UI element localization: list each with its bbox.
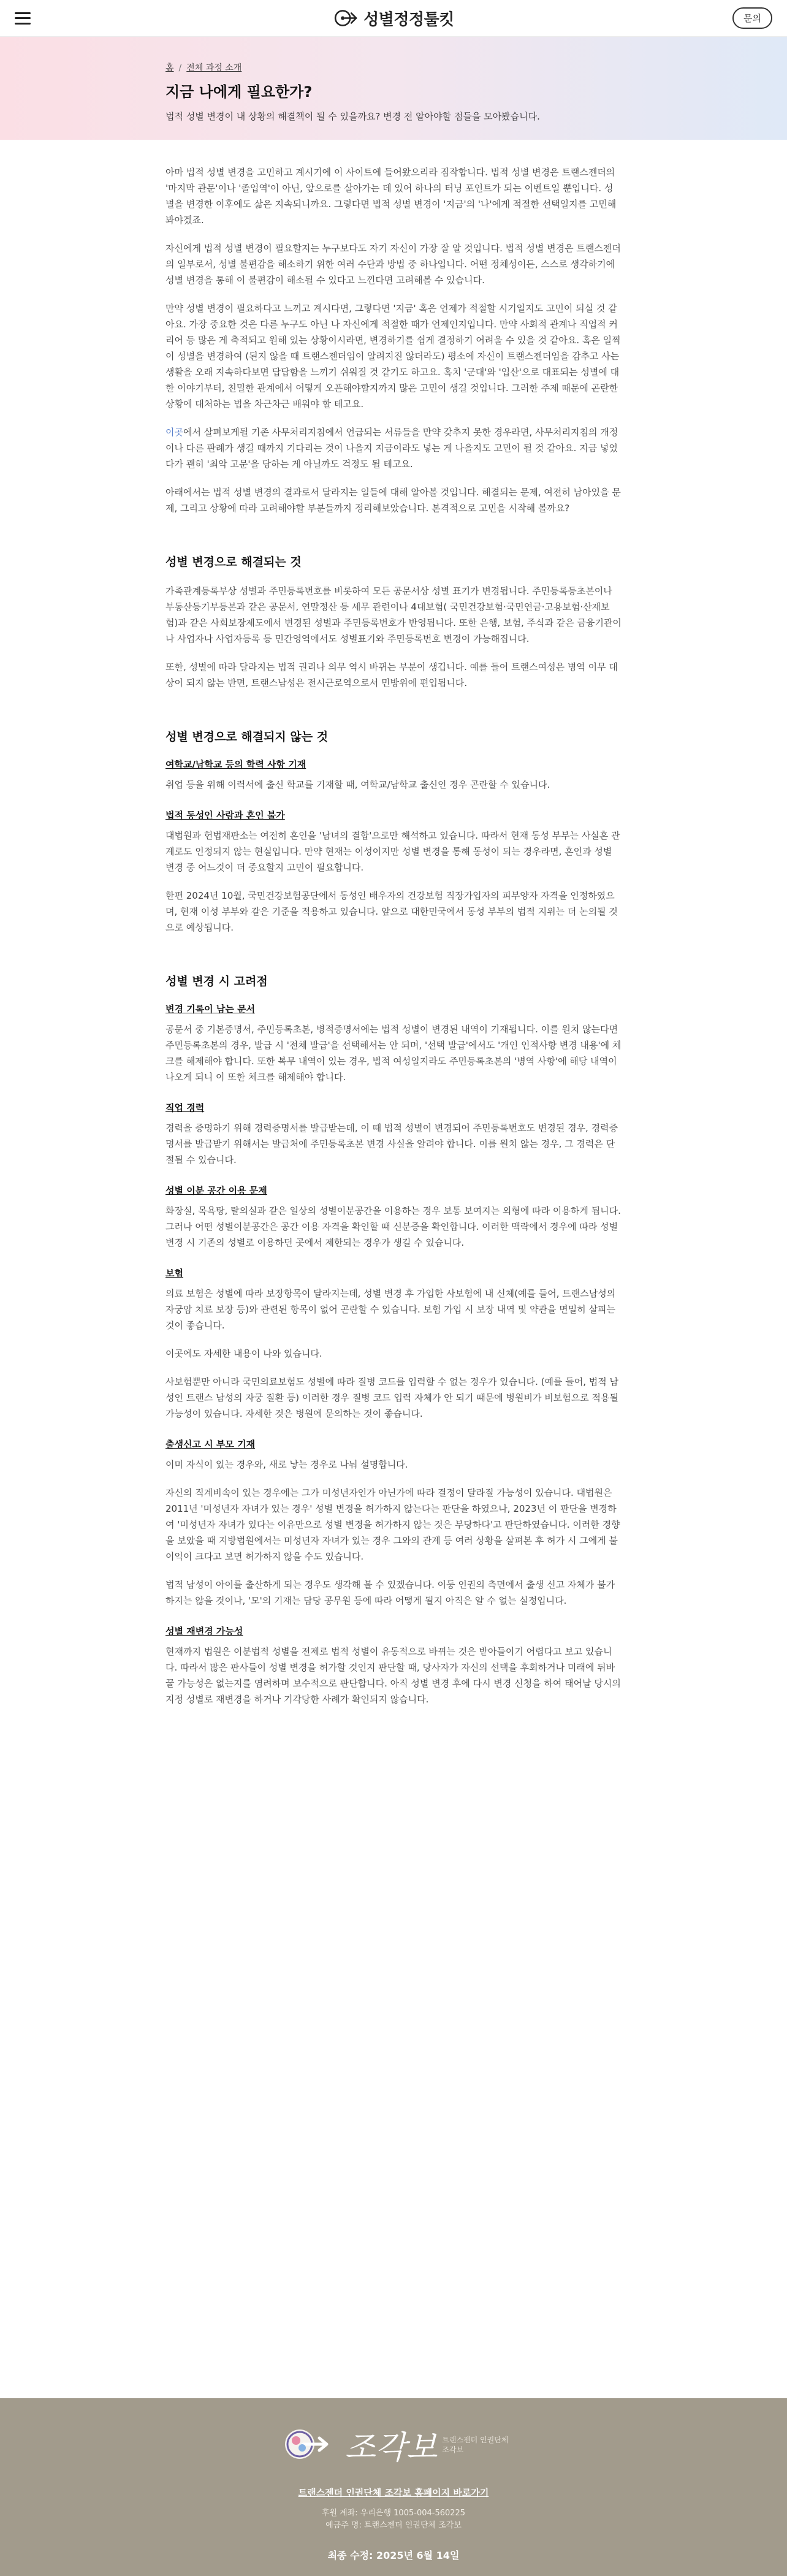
hamburger-menu-icon[interactable] <box>15 12 31 25</box>
intro-paragraph-text: 에서 살펴보게될 기존 사무처리지침에서 언급되는 서류들을 만약 갖추지 못한 경우라면, 사무처리지침의 개정이나 다른 판례가 생길 때까지 기다리는 것이 나을지 지금이라도 넣는 게 나을지도 고민이 될 것 같아요. 지금 넣었다가 괜히 '최악 고문'을 당하는 게 아닐까도 걱정도 될 테고요. <box>165 427 618 470</box>
subsection-paragraph: 한편 2024년 10월, 국민건강보험공단에서 동성인 배우자의 건강보험 직장가입자의 피부양자 자격을 인정하였으며, 현재 이성 부부와 같은 기준을 적용하고 있습니다. 앞으로 대한민국에서 동성 부부의 법적 지위는 더 논의될 것으로 예상됩니다. <box>165 890 618 933</box>
main-content <box>0 140 787 1707</box>
intro-paragraph: 만약 성별 변경이 필요하다고 느끼고 계시다면, 그렇다면 '지금' 혹은 언제가 적절할 시기일지도 고민이 되실 것 같아요. 가장 중요한 것은 다른 누구도 아닌 나 자신에게 적절한 때가 언제인지입니다. 만약 사회적 관계나 직업적 커리어 등 많은 게 축적되고 원해 있는 상황이시라면, 변경하기를 쉽게 결정하기 어려울 수 있을 것 같아요. 혹은 일찍이 성별을 변경하여 (된지 않을 때 트랜스젠더임이 알려지진 않더라도) 평소에 자신이 트랜스젠더임을 감추고 사는 생활을 오래 지속하다보면 답답함을 느끼기 쉬워질 것 같기도 하고요. 혹치 '군대'와 '입산'으로 대표되는 성별에 대한 이야기부터, 친밀한 관계에서 어떻게 오픈해야할지까지 많은 고민이 생길 것입니다. 그러한 주제 때문에 곤란한 상황에 대처하는 법을 차근차근 배워야 할 테고요. <box>165 303 621 410</box>
donation-info <box>0 2507 787 2532</box>
subsection-title: 출생신고 시 부모 기재 <box>165 1439 256 1450</box>
subsection-paragraph: 화장실, 목욕탕, 탈의실과 같은 일상의 성별이분공간을 이용하는 경우 보통 보여지는 외형에 따라 이용하게 됩니다. 그러나 어떤 성별이분공간은 공간 이용 자격을 확인할 때 신분증을 확인합니다. 이러한 맥락에서 경우에 따라 성별 변경 시 기존의 성별로 이용하던 곳에서 제한되는 경우가 생길 수 있습니다. <box>165 1205 621 1248</box>
subsection-title: 여학교/남학교 등의 학력 사항 기재 <box>165 759 306 770</box>
subsection-paragraph: 이미 자식이 있는 경우와, 새로 낳는 경우로 나눠 설명합니다. <box>165 1459 408 1470</box>
intro-paragraph: 자신에게 법적 성별 변경이 필요할지는 누구보다도 자기 자신이 가장 잘 알 것입니다. 법적 성별 변경은 트랜스젠더의 일부로서, 성별 불편감을 해소하기 위한 여러 수단과 방법 중 하나입니다. 어떤 정체성이든, 스스로 생각하기에 성별 변경을 통해 이 불편감이 해소될 수 있다고 느낀다면 고려해볼 수 있습니다. <box>165 243 621 286</box>
toolkit-logo-icon <box>279 2422 332 2467</box>
subsection-paragraph: 경력을 증명하기 위해 경력증명서를 발급받는데, 이 때 법적 성별이 변경되어 주민등록번호도 변경된 경우, 경력증명서를 발급받기 위해서는 발급처에 주민등록초본 변경 사실을 알려야 합니다. 이를 원치 않는 경우, 그 경력은 단절될 수 있습니다. <box>165 1122 618 1165</box>
section-paragraph: 또한, 성별에 따라 달라지는 법적 권리나 의무 역시 바뀌는 부분이 생깁니다. 예를 들어 트랜스여성은 병역 이무 대상이 되지 않는 반면, 트랜스남성은 전시근로역으로서 민방위에 편입됩니다. <box>165 661 618 688</box>
section-title: 성별 변경으로 해결되지 않는 것 <box>165 730 329 744</box>
subsection-title: 보험 <box>165 1268 183 1279</box>
subsection-paragraph: 사보험뿐만 아니라 국민의료보험도 성별에 따라 질병 코드를 입력할 수 없는 경우가 있습니다. (예를 들어, 법적 남성인 트랜스 남성의 자궁 질환 등) 이러한 경우 질병 코드 입력 자체가 안 되기 때문에 병원비가 비보험으로 적용될 가능성이 있습니다. 자세한 것은 병원에 문의하는 것이 좋습니다. <box>165 1376 618 1419</box>
intro-paragraph: 아마 법적 성별 변경을 고민하고 계시기에 이 사이트에 들어왔으리라 짐작합니다. 법적 성별 변경은 트랜스젠더의 '마지막 관문'이나 '졸업역'이 아닌, 앞으로를 살아가는 데 있어 하나의 터닝 포인트가 되는 이벤트일 뿐입니다. 성별을 변경한 이후에도 삶은 지속되니까요. 그렇다면 법적 성별 변경이 '지금'의 '나'에게 적절한 선택일지를 고민해봐야겠죠. <box>165 167 617 226</box>
footer-logos <box>0 2422 787 2467</box>
donation-account-holder: 예금주 명: 트랜스젠더 인권단체 조각보 <box>325 2521 462 2530</box>
subsection-paragraph: 의료 보험은 성별에 따라 보장항목이 달라지는데, 성별 변경 후 가입한 사보험에 내 신체(예를 들어, 트랜스남성의 자궁암 치료 보장 등)와 관련된 항목이 없어 곤란할 수 있습니다. 보험 가입 시 보장 내역 및 약관을 면밀히 살피는 것이 좋습니다. <box>165 1288 616 1331</box>
section-title: 성별 변경 시 고려점 <box>165 975 268 988</box>
subsection-paragraph: 취업 등을 위해 이력서에 출신 학교를 기재할 때, 여학교/남학교 출신인 경우 곤란할 수 있습니다. <box>165 779 550 790</box>
subsection-title: 직업 경력 <box>165 1102 205 1113</box>
intro-paragraph <box>165 424 622 472</box>
partner-tagline-line: 조각보 <box>442 2445 464 2454</box>
intro-section <box>165 164 622 516</box>
breadcrumb-overview-link[interactable]: 전체 과정 소개 <box>186 63 242 73</box>
site-footer <box>0 2398 787 2576</box>
breadcrumb <box>165 61 622 74</box>
section-title: 성별 변경으로 해결되는 것 <box>165 555 302 569</box>
guideline-link[interactable]: 이곳 <box>165 427 183 438</box>
page-subtitle: 법적 성별 변경이 내 상황의 해결책이 될 수 있을까요? 변경 전 알아야할 점들을 모아봤습니다. <box>165 111 540 122</box>
site-name: 성별정정툴킷 <box>363 10 454 29</box>
section-paragraph: 가족관계등록부상 성별과 주민등록번호를 비롯하여 모든 공문서상 성별 표기가 변경됩니다. 주민등록등초본이나 부동산등기부등본과 같은 공문서, 연말정산 등 세무 관련이나 4대보험( 국민건강보험·국민연금·고용보험·산재보험)과 같은 사회보장제도에서 변경된 성별과 주민등록번호가 반영됩니다. 또한 은행, 보험, 주식과 같은 금융기관이나 사업자나 사업자등록 등 민간영역에서도 성별표기와 주민등록번호 변경이 가능해집니다. <box>165 585 622 644</box>
section-considerations <box>165 972 622 1707</box>
subsection-paragraph: 현재까지 법원은 이분법적 성별을 전제로 법적 성별이 유동적으로 바뀌는 것은 받아들이기 어렵다고 보고 있습니다. 따라서 많은 판사들이 성별 변경을 허가할 것인지 판단할 때, 당사자가 자신의 선택을 후회하거나 미래에 뒤바꿀 가능성은 없는지를 염려하며 보수적으로 판단합니다. 아직 성별 변경 후에 다시 변경 신청을 하여 태어날 당시의 지정 성별로 재변경을 하거나 기각당한 사례가 확인되지 않습니다. <box>165 1646 621 1705</box>
subsection-title: 성별 재변경 가능성 <box>165 1626 243 1637</box>
subsection-paragraph: 대법원과 헌법재판소는 여전히 혼인을 '남녀의 결합'으로만 해석하고 있습니다. 따라서 현재 동성 부부는 사실혼 관계로도 인정되지 않는 현실입니다. 만약 현재는 이성이지만 성별 변경을 통해 동성이 되는 경우라면, 혼인과 성별 변경 중 어느것이 더 중요할지 고민이 필요합니다. <box>165 830 620 873</box>
subsection-title: 성별 이분 공간 이용 문제 <box>165 1185 267 1196</box>
partner-logo <box>345 2422 509 2467</box>
subsection-paragraph: 법적 남성이 아이를 출산하게 되는 경우도 생각해 볼 수 있겠습니다. 이둥 인권의 측면에서 출생 신고 자체가 불가하지는 않을 것이나, '모'의 기재는 담당 공무원 등에 따라 어떻게 될지 아직은 알 수 없는 실정입니다. <box>165 1579 615 1606</box>
intro-paragraph: 아래에서는 법적 성별 변경의 결과로서 달라지는 일들에 대해 알아볼 것입니다. 해결되는 문제, 여전히 남아있을 문제, 그리고 상황에 따라 고려해야할 부분들까지 정리해보았습니다. 본격적으로 고민을 시작해 볼까요? <box>165 487 621 514</box>
site-brand[interactable] <box>333 7 454 29</box>
partner-tagline-line: 트랜스젠더 인권단체 <box>442 2435 509 2444</box>
section-unsolved <box>165 728 622 936</box>
partner-homepage-link[interactable]: 트랜스젠더 인권단체 조각보 홈페이지 바로가기 <box>298 2487 489 2498</box>
page-title: 지금 나에게 필요한가? <box>165 83 313 101</box>
subsection-title: 변경 기록이 남는 문서 <box>165 1004 256 1015</box>
partner-logo-mark: 조각보 <box>344 2429 438 2466</box>
breadcrumb-home-link[interactable]: 홈 <box>165 63 174 73</box>
subsection-title: 법적 동성인 사람과 혼인 불가 <box>165 810 285 821</box>
top-navigation-bar <box>0 0 787 37</box>
contact-button[interactable]: 문의 <box>732 7 772 29</box>
page-hero <box>0 37 787 140</box>
site-logo-icon <box>333 7 357 29</box>
subsection-paragraph: 공문서 중 기본증명서, 주민등록초본, 병적증명서에는 법적 성별이 변경된 내역이 기재됩니다. 이를 원치 않는다면 주민등록초본의 경우, 발급 시 '전체 발급'을 선택해서는 안 되며, '선택 발급'에서도 '개인 인적사항 변경 내용'에 체크를 해제해야 합니다. 또한 복무 내역이 있는 경우, 법적 여성일지라도 주민등록초본의 '병역 사항'에 해당 내역이 나오게 되니 이 또한 체크를 해제해야 합니다. <box>165 1024 622 1083</box>
last-updated: 최종 수정: 2025년 6월 14일 <box>327 2550 460 2561</box>
insurance-link-paragraph[interactable]: 이곳에도 자세한 내용이 나와 있습니다. <box>165 1348 322 1359</box>
donation-account: 후원 계좌: 우리은행 1005-004-560225 <box>321 2509 466 2518</box>
breadcrumb-separator: / <box>178 63 182 73</box>
partner-tagline <box>442 2435 508 2455</box>
section-solved <box>165 553 622 691</box>
subsection-paragraph: 자신의 직계비속이 있는 경우에는 그가 미성년자인가 아닌가에 따라 결정이 달라질 가능성이 있습니다. 대법원은 2011년 '미성년자 자녀가 있는 경우' 성별 변경을 허가하지 않는다는 판단을 하였으나, 2023년 이 판단을 변경하여 '미성년자 자녀가 있다는 이유만으로 성별 변경을 허가하지 않는 것은 부당하다'고 판단하였습니다. 이러한 경향을 보았을 때 지방법원에서는 미성년자 자녀가 있는 경우 그와의 관계 등 여러 상황을 살펴본 후 허가 시 그에게 불이익이 크다고 보면 허가하지 않을 수도 있습니다. <box>165 1487 620 1562</box>
